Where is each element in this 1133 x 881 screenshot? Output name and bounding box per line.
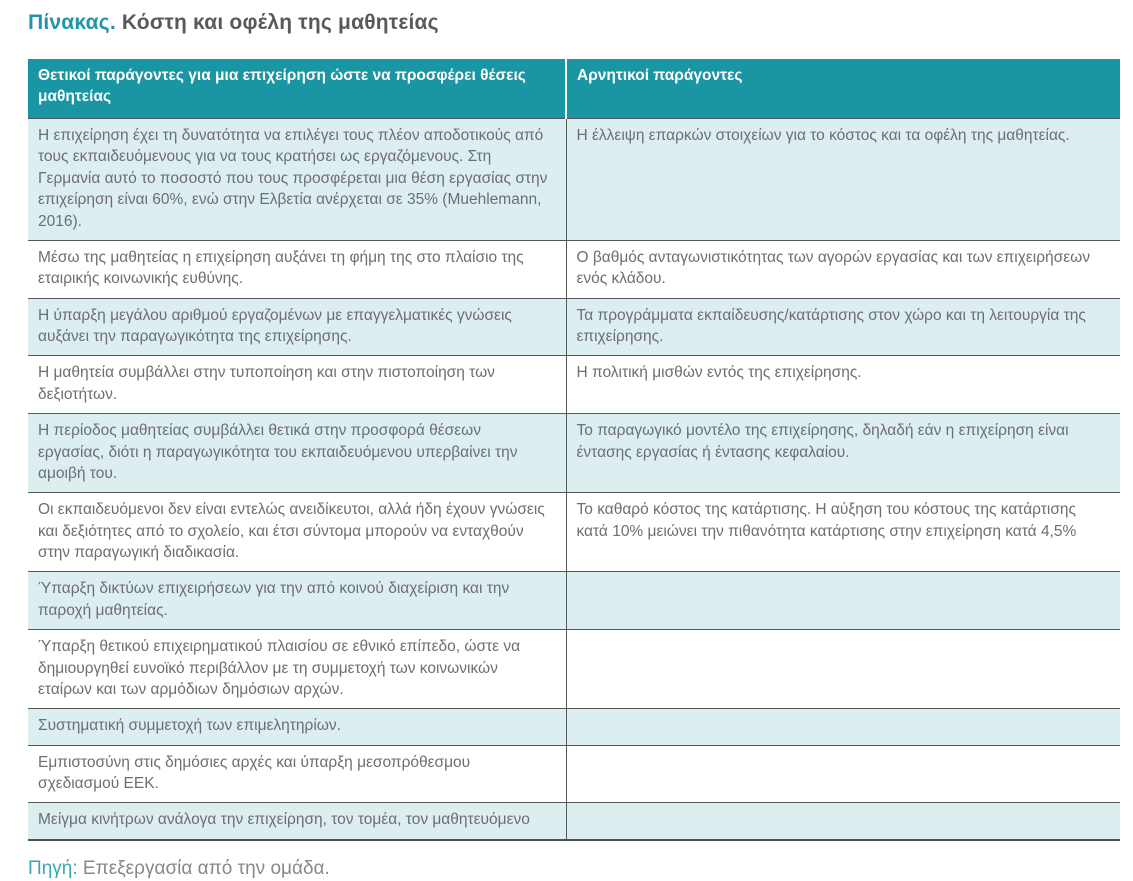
table-cell-negative: Ο βαθμός ανταγωνιστικότητας των αγορών εργασίας και των επιχειρήσεων ενός κλάδου. xyxy=(566,240,1120,298)
source-text: Επεξεργασία από την ομάδα. xyxy=(77,857,330,879)
table-cell-positive: Η ύπαρξη μεγάλου αριθμού εργαζομένων με επαγγελματικές γνώσεις αυξάνει την παραγωγικότητα της επιχείρησης. xyxy=(28,298,566,356)
column-header-positive-factors: Θετικοί παράγοντες για μια επιχείρηση ώστε να προσφέρει θέσεις μαθητείας xyxy=(28,59,566,118)
table-row xyxy=(28,572,1120,630)
table-cell-negative xyxy=(566,572,1120,630)
table-cell-positive: Εμπιστοσύνη στις δημόσιες αρχές και ύπαρξη μεσοπρόθεσμου σχεδιασμού ΕΕΚ. xyxy=(28,745,566,803)
table-header-row xyxy=(28,59,1120,118)
table-row xyxy=(28,298,1120,356)
table-cell-positive: Η μαθητεία συμβάλλει στην τυποποίηση και στην πιστοποίηση των δεξιοτήτων. xyxy=(28,356,566,414)
table-row xyxy=(28,356,1120,414)
table-row xyxy=(28,493,1120,572)
table-cell-positive: Η επιχείρηση έχει τη δυνατότητα να επιλέγει τους πλέον αποδοτικούς από τους εκπαιδευόμενους για να τους κρατήσει ως εργαζόμενους. Στη Γερμανία αυτό το ποσοστό που τους προσφέρεται μια θέση εργασίας στην επιχείρηση είναι 60%, ενώ στην Ελβετία ανέρχεται σε 35% (Muehlemann, 2016). xyxy=(28,119,566,241)
table-cell-positive: Μέσω της μαθητείας η επιχείρηση αυξάνει τη φήμη της στο πλαίσιο της εταιρικής κοινωνικής ευθύνης. xyxy=(28,240,566,298)
page-title-label: Πίνακας. xyxy=(28,11,116,34)
table-cell-negative xyxy=(566,745,1120,803)
table-cell-positive: Ύπαρξη δικτύων επιχειρήσεων για την από κοινού διαχείριση και την παροχή μαθητείας. xyxy=(28,572,566,630)
table-row xyxy=(28,240,1120,298)
table-cell-positive: Ύπαρξη θετικού επιχειρηματικού πλαισίου σε εθνικό επίπεδο, ώστε να δημιουργηθεί ευνοϊκό περιβάλλον με τη συμμετοχή των κοινωνικών εταίρων και των αρμόδιων δημόσιων αρχών. xyxy=(28,630,566,709)
table-cell-positive: Συστηματική συμμετοχή των επιμελητηρίων. xyxy=(28,709,566,745)
table-cell-negative xyxy=(566,709,1120,745)
table-cell-negative xyxy=(566,803,1120,840)
table-cell-positive: Οι εκπαιδευόμενοι δεν είναι εντελώς ανειδίκευτοι, αλλά ήδη έχουν γνώσεις και δεξιότητες από το σχολείο, και έτσι σύντομα μπορούν να ενταχθούν στην παραγωγική διαδικασία. xyxy=(28,493,566,572)
source-label: Πηγή: xyxy=(28,857,78,879)
page-title xyxy=(28,10,1120,35)
table-row xyxy=(28,119,1120,241)
table-cell-negative: Η έλλειψη επαρκών στοιχείων για το κόστος και τα οφέλη της μαθητείας. xyxy=(566,119,1120,241)
table-row xyxy=(28,745,1120,803)
column-header-negative-factors: Αρνητικοί παράγοντες xyxy=(566,59,1120,118)
table-cell-negative: Η πολιτική μισθών εντός της επιχείρησης. xyxy=(566,356,1120,414)
source-note xyxy=(28,857,1120,881)
table-cell-negative: Το καθαρό κόστος της κατάρτισης. Η αύξηση του κόστους της κατάρτισης κατά 10% μειώνει την πιθανότητα κατάρτισης στην επιχείρηση κατά 4,5% xyxy=(566,493,1120,572)
table-cell-positive: Η περίοδος μαθητείας συμβάλλει θετικά στην προσφορά θέσεων εργασίας, διότι η παραγωγικότητα του εκπαιδευόμενου υπερβαίνει την αμοιβή του. xyxy=(28,414,566,493)
table-cell-negative xyxy=(566,630,1120,709)
table-cell-positive: Μείγμα κινήτρων ανάλογα την επιχείρηση, τον τομέα, τον μαθητευόμενο xyxy=(28,803,566,840)
table-row xyxy=(28,414,1120,493)
table-row xyxy=(28,709,1120,745)
table-body xyxy=(28,119,1120,840)
table-cell-negative: Τα προγράμματα εκπαίδευσης/κατάρτισης στον χώρο και τη λειτουργία της επιχείρησης. xyxy=(566,298,1120,356)
page-title-text: Κόστη και οφέλη της μαθητείας xyxy=(115,11,439,34)
table-row xyxy=(28,803,1120,840)
table-header xyxy=(28,59,1120,118)
table-cell-negative: Το παραγωγικό μοντέλο της επιχείρησης, δηλαδή εάν η επιχείρηση είναι έντασης εργασίας ή έντασης κεφαλαίου. xyxy=(566,414,1120,493)
table-row xyxy=(28,630,1120,709)
costs-benefits-table xyxy=(28,59,1120,841)
